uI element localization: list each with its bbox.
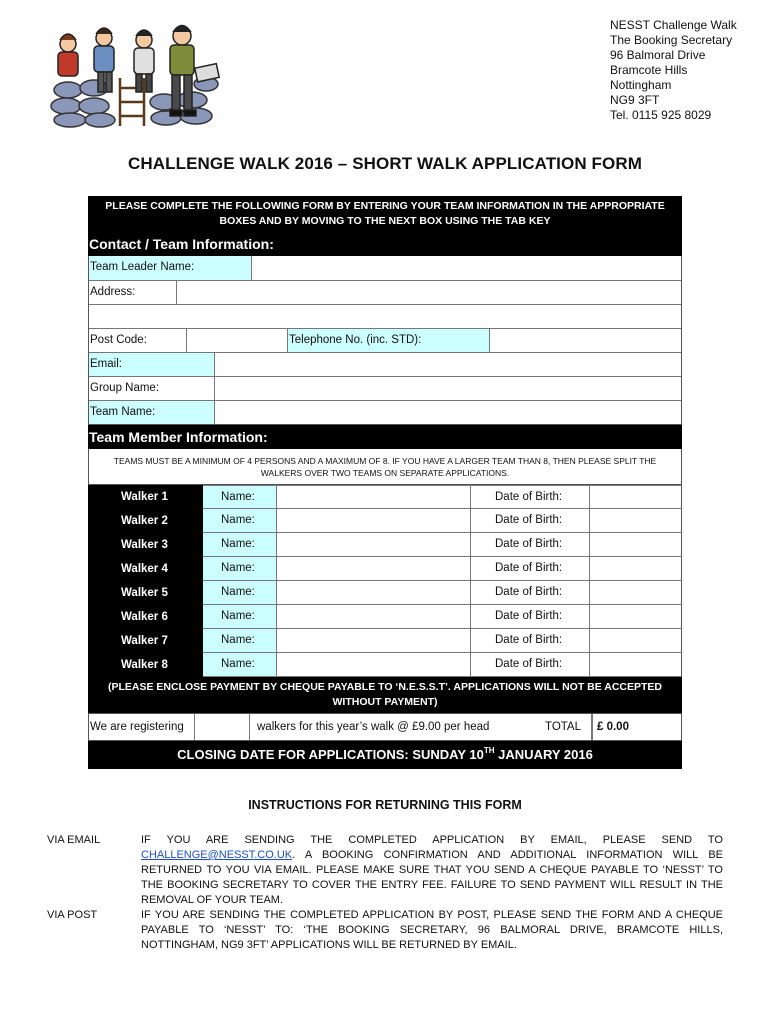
registration-row (88, 713, 682, 741)
walker-name-label: Name: (203, 653, 277, 677)
team-leader-input[interactable] (252, 256, 681, 280)
email-link[interactable]: CHALLENGE@NESST.CO.UK (141, 849, 293, 861)
walker-label: Walker 3 (88, 533, 203, 557)
walker-name-input[interactable] (277, 653, 471, 677)
walker-label: Walker 2 (88, 509, 203, 533)
address-line: NESST Challenge Walk (610, 18, 737, 32)
walker-label: Walker 1 (88, 485, 203, 509)
application-form (88, 196, 682, 769)
address-line: NG9 3FT (610, 93, 660, 107)
total-label: TOTAL (545, 714, 592, 740)
walker-name-label: Name: (203, 605, 277, 629)
address-line: Bramcote Hills (610, 63, 688, 77)
address-line: Nottingham (610, 78, 672, 92)
walker-row (88, 581, 682, 605)
walker-row (88, 533, 682, 557)
walker-name-input[interactable] (277, 533, 471, 557)
walker-name-input[interactable] (277, 581, 471, 605)
post-code-input[interactable] (187, 329, 288, 352)
address-input-line-1[interactable] (177, 281, 681, 304)
walker-dob-label: Date of Birth: (471, 605, 590, 629)
walker-dob-label: Date of Birth: (471, 581, 590, 605)
walker-name-input[interactable] (277, 605, 471, 629)
walker-name-label: Name: (203, 533, 277, 557)
address-input-line-2[interactable] (89, 305, 681, 328)
walker-dob-label: Date of Birth: (471, 629, 590, 653)
walker-name-label: Name: (203, 629, 277, 653)
walker-name-label: Name: (203, 581, 277, 605)
form-title: CHALLENGE WALK 2016 – SHORT WALK APPLICATION FORM (128, 154, 642, 173)
walker-dob-input[interactable] (590, 533, 682, 557)
email-label: Email: (89, 353, 215, 376)
walker-dob-input[interactable] (590, 509, 682, 533)
walker-row (88, 653, 682, 677)
contact-fields (88, 256, 682, 425)
walker-name-input[interactable] (277, 485, 471, 509)
walker-dob-input[interactable] (590, 629, 682, 653)
walker-dob-input[interactable] (590, 557, 682, 581)
walker-dob-label: Date of Birth: (471, 485, 590, 509)
walker-row (88, 629, 682, 653)
walker-dob-input[interactable] (590, 485, 682, 509)
team-size-note: TEAMS MUST BE A MINIMUM OF 4 PERSONS AND A MAXIMUM OF 8. IF YOU HAVE A LARGER TEAM THAN 8, THEN PLEASE SPLIT THE WALKERS OVER TWO TEAMS ON SEPARATE APPLICATIONS. (88, 449, 682, 485)
telephone-input[interactable] (490, 329, 681, 352)
walker-label: Walker 7 (88, 629, 203, 653)
group-name-label: Group Name: (89, 377, 215, 400)
address-line: The Booking Secretary (610, 33, 733, 47)
walker-dob-label: Date of Birth: (471, 509, 590, 533)
instruction-email-key: VIA EMAIL (47, 834, 101, 846)
walker-dob-input[interactable] (590, 581, 682, 605)
address-label: Address: (89, 281, 177, 304)
email-input[interactable] (215, 353, 681, 376)
contact-section-heading: Contact / Team Information: (88, 232, 682, 256)
walker-dob-input[interactable] (590, 653, 682, 677)
closing-date-month: JANUARY 2016 (494, 747, 593, 762)
members-section-heading: Team Member Information: (88, 425, 682, 449)
group-name-input[interactable] (215, 377, 681, 400)
walker-dob-input[interactable] (590, 605, 682, 629)
team-name-input[interactable] (215, 401, 681, 424)
walker-row (88, 557, 682, 581)
instruction-banner: PLEASE COMPLETE THE FOLLOWING FORM BY ENTERING YOUR TEAM INFORMATION IN THE APPROPRIATE BOXES AND BY MOVING TO THE NEXT BOX USING THE TAB KEY (88, 196, 682, 232)
walker-dob-label: Date of Birth: (471, 533, 590, 557)
walker-dob-label: Date of Birth: (471, 557, 590, 581)
walker-count-input[interactable] (195, 714, 250, 740)
payment-banner: (PLEASE ENCLOSE PAYMENT BY CHEQUE PAYABLE TO ‘N.E.S.S.T’. APPLICATIONS WILL NOT BE ACCEPTED WITHOUT PAYMENT) (88, 677, 682, 713)
instruction-post (47, 908, 723, 953)
team-name-label: Team Name: (89, 401, 215, 424)
team-leader-label: Team Leader Name: (89, 256, 252, 280)
walker-dob-label: Date of Birth: (471, 653, 590, 677)
instructions-title: INSTRUCTIONS FOR RETURNING THIS FORM (248, 798, 522, 812)
post-code-label: Post Code: (89, 329, 187, 352)
address-line: 96 Balmoral Drive (610, 48, 706, 62)
closing-date-suffix: TH (483, 746, 495, 755)
instruction-email-text (141, 833, 723, 908)
telephone-label: Telephone No. (inc. STD): (288, 329, 490, 352)
walker-row (88, 605, 682, 629)
walker-label: Walker 8 (88, 653, 203, 677)
closing-date-text: CLOSING DATE FOR APPLICATIONS: SUNDAY 10 (177, 747, 484, 762)
email-text-end: . A BOOKING CONFIRMATION AND ADDITIONAL INFORMATION WILL BE RETURNED TO YOU VIA EMAIL. PLEASE MAKE SURE THAT YOU SEND A CHEQUE PAYABLE TO ‘NESST’ TO THE BOOKING SECRETARY TO COVER THE ENTRY FEE. FAILURE TO SEND PAYMENT WILL RESULT IN THE REMOVAL OF YOUR TEAM. (141, 849, 723, 906)
instruction-email (47, 833, 723, 908)
walker-label: Walker 4 (88, 557, 203, 581)
walker-name-label: Name: (203, 557, 277, 581)
walkers-logo-illustration (46, 18, 226, 130)
walker-row (88, 485, 682, 509)
walker-name-label: Name: (203, 485, 277, 509)
walker-name-input[interactable] (277, 509, 471, 533)
walker-row (88, 509, 682, 533)
address-line: Tel. 0115 925 8029 (610, 108, 712, 122)
closing-date (88, 741, 682, 769)
organiser-address (610, 18, 737, 123)
walker-name-input[interactable] (277, 557, 471, 581)
instruction-post-text: IF YOU ARE SENDING THE COMPLETED APPLICATION BY POST, PLEASE SEND THE FORM AND A CHEQUE PAYABLE TO ‘NESST’ TO: ‘THE BOOKING SECRETARY, 96 BALMORAL DRIVE, BRAMCOTE HILLS, NOTTINGHAM, NG9 3FT’ APPLICATIONS WILL BE RETURNED BY EMAIL. (141, 909, 723, 951)
walker-label: Walker 5 (88, 581, 203, 605)
price-per-head-text: walkers for this year’s walk @ £9.00 per head (257, 721, 490, 733)
walker-label: Walker 6 (88, 605, 203, 629)
walker-name-label: Name: (203, 509, 277, 533)
email-text-start: IF YOU ARE SENDING THE COMPLETED APPLICATION BY EMAIL, PLEASE SEND TO (141, 834, 723, 846)
registering-label: We are registering (89, 714, 195, 740)
instruction-post-key: VIA POST (47, 909, 98, 921)
walker-name-input[interactable] (277, 629, 471, 653)
total-value: £ 0.00 (592, 714, 681, 740)
walker-rows (88, 485, 682, 677)
